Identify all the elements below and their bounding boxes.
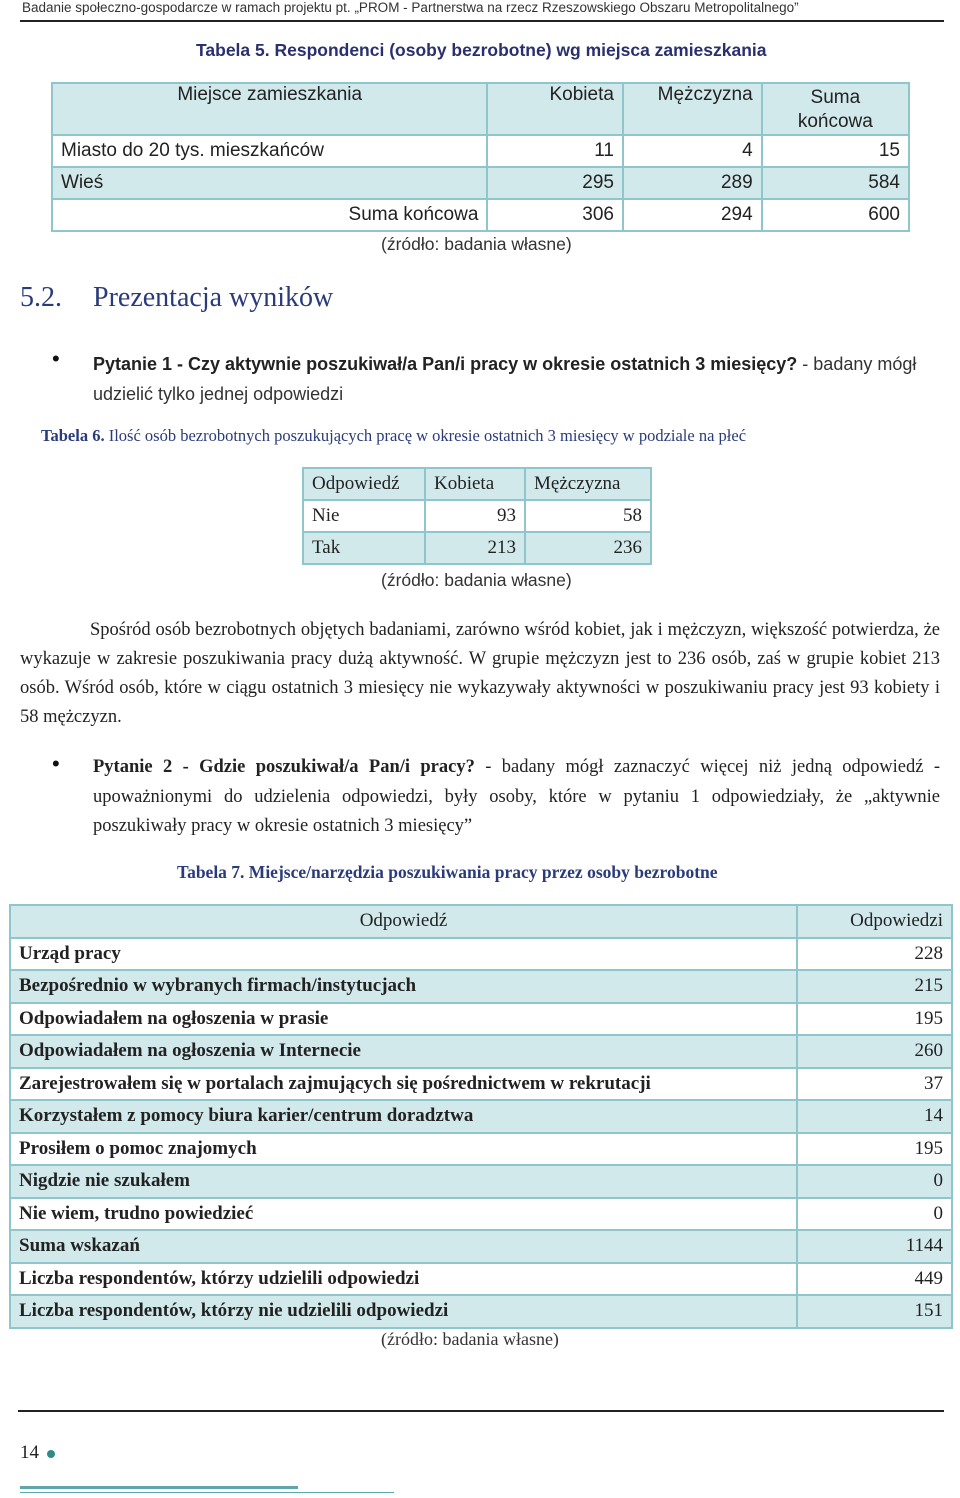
table-row: [10, 1100, 952, 1133]
table7-cell-count: 14: [797, 1100, 952, 1133]
table7-cell-count: 195: [797, 1003, 952, 1036]
table7-caption: Tabela 7. Miejsce/narzędzia poszukiwania pracy przez osoby bezrobotne: [177, 862, 718, 882]
table7-cell-count: 449: [797, 1263, 952, 1296]
table7-cell-answer: Suma wskazań: [10, 1230, 797, 1263]
table5-source: (źródło: badania własne): [381, 234, 572, 254]
question1-note: - badany mógł udzielić tylko jednej odpowiedzi: [93, 354, 917, 404]
table-row: [52, 135, 909, 167]
table5-total-row: [52, 199, 909, 231]
table5: [51, 82, 910, 232]
table6-header-male: Mężczyzna: [525, 468, 651, 500]
table-row: [10, 1068, 952, 1101]
table6-cell-female: 93: [425, 500, 525, 532]
table5-total-female: 306: [487, 199, 623, 231]
table-row: [10, 970, 952, 1003]
table7-cell-answer: Zarejestrowałem się w portalach zajmujących się pośrednictwem w rekrutacji: [10, 1068, 797, 1101]
bullet-icon: •: [52, 346, 60, 371]
table5-header-female: Kobieta: [487, 83, 623, 135]
table5-cell-female: 11: [487, 135, 623, 167]
body-paragraph: [20, 616, 940, 732]
table6-cell-answer: Nie: [303, 500, 425, 532]
body-paragraph-text: Spośród osób bezrobotnych objętych badaniami, zarówno wśród kobiet, jak i mężczyzn, większość potwierdza, że wykazuje w zakresie poszukiwania pracy dużą aktywność. W grupie mężczyzn jest to 236 osób, zaś w grupie kobiet 213 osób. Wśród osób, które w ciągu ostatnich 3 miesięcy nie wykazywały aktywności w poszukiwaniu pracy jest 93 kobiety i 58 mężczyzn.: [20, 620, 940, 727]
table7-header-answer: Odpowiedź: [10, 905, 797, 938]
table5-cell-male: 289: [623, 167, 762, 199]
footer-dot-icon: [47, 1450, 55, 1458]
table6-header-row: [303, 468, 651, 500]
table7-cell-count: 0: [797, 1165, 952, 1198]
table6: [302, 467, 652, 565]
bullet-icon: •: [52, 751, 60, 776]
table6-caption: [41, 426, 746, 446]
table5-cell-total: 15: [762, 135, 909, 167]
table-row: [303, 532, 651, 564]
section-heading: [20, 282, 333, 314]
table-row: [10, 1165, 952, 1198]
table-row: [10, 1133, 952, 1166]
table5-total-label: Suma końcowa: [52, 199, 487, 231]
table7-cell-answer: Nigdzie nie szukałem: [10, 1165, 797, 1198]
table5-header-row: [52, 83, 909, 135]
table6-caption-label: Tabela 6.: [41, 426, 105, 445]
table-row: [10, 1263, 952, 1296]
question2-note: - badany mógł zaznaczyć więcej niż jedną odpowiedź - upoważnionymi do udzielenia odpowiedzi, były osoby, które w pytaniu 1 odpowiedziały, że „aktywnie poszukiwały pracy w okresie ostatnich 3 miesięcy”: [93, 757, 940, 836]
page-number: 14: [20, 1442, 39, 1463]
table-row: [10, 1295, 952, 1328]
table6-source: (źródło: badania własne): [381, 570, 572, 590]
table7-cell-answer: Prosiłem o pomoc znajomych: [10, 1133, 797, 1166]
table7-header-count: Odpowiedzi: [797, 905, 952, 938]
table7-cell-answer: Nie wiem, trudno powiedzieć: [10, 1198, 797, 1231]
table-row: [10, 1003, 952, 1036]
table7-cell-answer: Bezpośrednio w wybranych firmach/instytucjach: [10, 970, 797, 1003]
table7-header-row: [10, 905, 952, 938]
table-row: [10, 938, 952, 971]
table7-cell-count: 37: [797, 1068, 952, 1101]
table6-caption-text: Ilość osób bezrobotnych poszukujących pracę w okresie ostatnich 3 miesięcy w podziale na płeć: [104, 426, 747, 445]
table7-cell-answer: Korzystałem z pomocy biura karier/centrum doradztwa: [10, 1100, 797, 1133]
footer-bar: [20, 1486, 298, 1489]
table5-header-male: Mężczyzna: [623, 83, 762, 135]
table-row: [10, 1035, 952, 1068]
footer-bar-thin: [20, 1492, 394, 1493]
table5-cell-place: Wieś: [52, 167, 487, 199]
table6-cell-male: 58: [525, 500, 651, 532]
table7-cell-count: 1144: [797, 1230, 952, 1263]
section-title: Prezentacja wyników: [93, 282, 334, 313]
table7-source: (źródło: badania własne): [381, 1329, 559, 1349]
table7-cell-count: 0: [797, 1198, 952, 1231]
table7-cell-answer: Odpowiadałem na ogłoszenia w Internecie: [10, 1035, 797, 1068]
table7-cell-count: 151: [797, 1295, 952, 1328]
question1-text: Pytanie 1 - Czy aktywnie poszukiwał/a Pan/i pracy w okresie ostatnich 3 miesięcy?: [93, 354, 798, 374]
table6-cell-answer: Tak: [303, 532, 425, 564]
table5-cell-male: 4: [623, 135, 762, 167]
question1: [93, 349, 943, 409]
running-header: Badanie społeczno-gospodarcze w ramach projektu pt. „PROM - Partnerstwa na rzecz Rzeszowskiego Obszaru Metropolitalnego”: [22, 0, 799, 15]
table5-cell-place: Miasto do 20 tys. mieszkańców: [52, 135, 487, 167]
question2: [93, 753, 940, 842]
header-rule: [20, 20, 944, 22]
table-row: [10, 1198, 952, 1231]
table-row: [52, 167, 909, 199]
footer-rule: [18, 1410, 944, 1412]
table5-header-place: Miejsce zamieszkania: [52, 83, 487, 135]
table5-caption: Tabela 5. Respondenci (osoby bezrobotne) wg miejsca zamieszkania: [196, 40, 767, 60]
table5-total-male: 294: [623, 199, 762, 231]
table7-cell-count: 228: [797, 938, 952, 971]
table7-cell-answer: Liczba respondentów, którzy udzielili odpowiedzi: [10, 1263, 797, 1296]
question2-text: Pytanie 2 - Gdzie poszukiwał/a Pan/i pracy?: [93, 757, 475, 777]
table7: [9, 904, 953, 1329]
table7-cell-count: 260: [797, 1035, 952, 1068]
table6-cell-male: 236: [525, 532, 651, 564]
table7-cell-count: 195: [797, 1133, 952, 1166]
table7-cell-answer: Urząd pracy: [10, 938, 797, 971]
table7-cell-answer: Odpowiadałem na ogłoszenia w prasie: [10, 1003, 797, 1036]
section-number: 5.2.: [20, 282, 62, 313]
table6-cell-female: 213: [425, 532, 525, 564]
table5-total-total: 600: [762, 199, 909, 231]
table5-cell-total: 584: [762, 167, 909, 199]
table7-cell-answer: Liczba respondentów, którzy nie udzielili odpowiedzi: [10, 1295, 797, 1328]
table6-header-female: Kobieta: [425, 468, 525, 500]
table5-cell-female: 295: [487, 167, 623, 199]
table-row: [303, 500, 651, 532]
table-row: [10, 1230, 952, 1263]
table6-header-answer: Odpowiedź: [303, 468, 425, 500]
table7-cell-count: 215: [797, 970, 952, 1003]
table5-header-total: Suma końcowa: [762, 83, 909, 135]
